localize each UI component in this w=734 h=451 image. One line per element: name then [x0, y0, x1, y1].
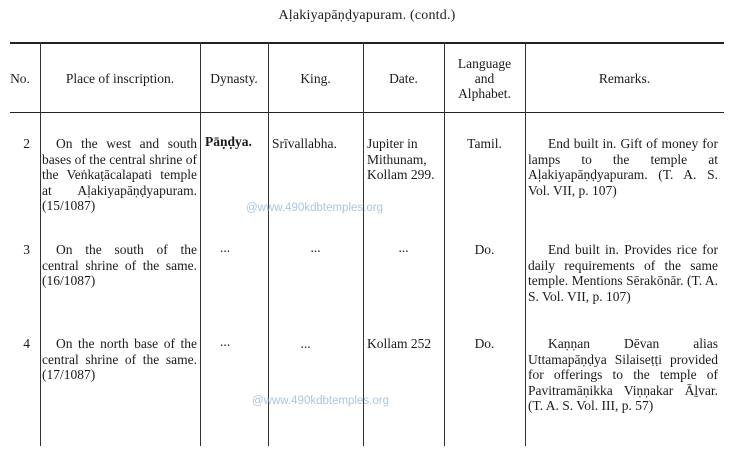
place-of-inscription: On the north base of the central shrine of the same. (17/1087)	[42, 336, 197, 382]
header-bottom-rule	[10, 112, 724, 113]
row-number: 4	[23, 336, 30, 351]
header-language	[444, 46, 525, 110]
language: Do.	[474, 336, 495, 351]
king: ...	[310, 240, 321, 255]
watermark: @www.490kdbtemples.org	[246, 202, 383, 214]
header-place: Place of inscription.	[65, 70, 175, 86]
place-of-inscription: On the south of the central shrine of the same. (16/1087)	[42, 242, 197, 288]
dynasty: Pāṇḍya.	[205, 134, 252, 149]
dynasty: ...	[219, 334, 231, 349]
date: Kollam 252	[367, 336, 432, 351]
date: Jupiter in Mithunam, Kollam 299.	[367, 136, 435, 182]
king: ...	[300, 336, 311, 351]
header-language-line: and	[474, 70, 495, 86]
remarks: End built in. Provides rice for daily requirements of the same temple. Mentions Sērakōnār. (T. A. S. Vol. VII, p. 107)	[528, 242, 718, 304]
header-no: No.	[10, 70, 30, 86]
header-king: King.	[300, 70, 331, 86]
king: Srīvallabha.	[272, 136, 337, 151]
date: ...	[398, 240, 409, 255]
table-top-rule	[10, 42, 724, 44]
header-remarks: Remarks.	[598, 70, 651, 86]
remarks: Kaṇṇan Dēvan alias Uttamapāṇḍya Silaiseṭṭi provided for offerings to the temple of Pavitramāṇikka Viṇṇakar Āḻvar. (T. A. S. Vol. III, p. 57)	[528, 336, 718, 413]
place-of-inscription: On the west and south bases of the central shrine of the Veṅkaṭācalapati temple at Aḷakiyapāṇḍyapuram. (15/1087)	[42, 136, 197, 213]
dynasty: ...	[219, 240, 231, 255]
header-language-line: Language	[457, 55, 512, 71]
header-date: Date.	[389, 70, 418, 86]
remarks: End built in. Gift of money for lamps to the temple at Aḷakiyapāṇḍyapuram. (T. A. S. Vol. VII, p. 107)	[528, 136, 718, 198]
language: Do.	[474, 242, 495, 257]
page-title: Aḷakiyapāṇḍyapuram. (contd.)	[278, 8, 456, 23]
watermark: @www.490kdbtemples.org	[252, 395, 389, 407]
header-language-line: Alphabet.	[458, 85, 511, 101]
language: Tamil.	[467, 136, 502, 151]
row-number: 2	[23, 136, 30, 151]
row-number: 3	[23, 242, 30, 257]
header-dynasty: Dynasty.	[210, 70, 258, 86]
